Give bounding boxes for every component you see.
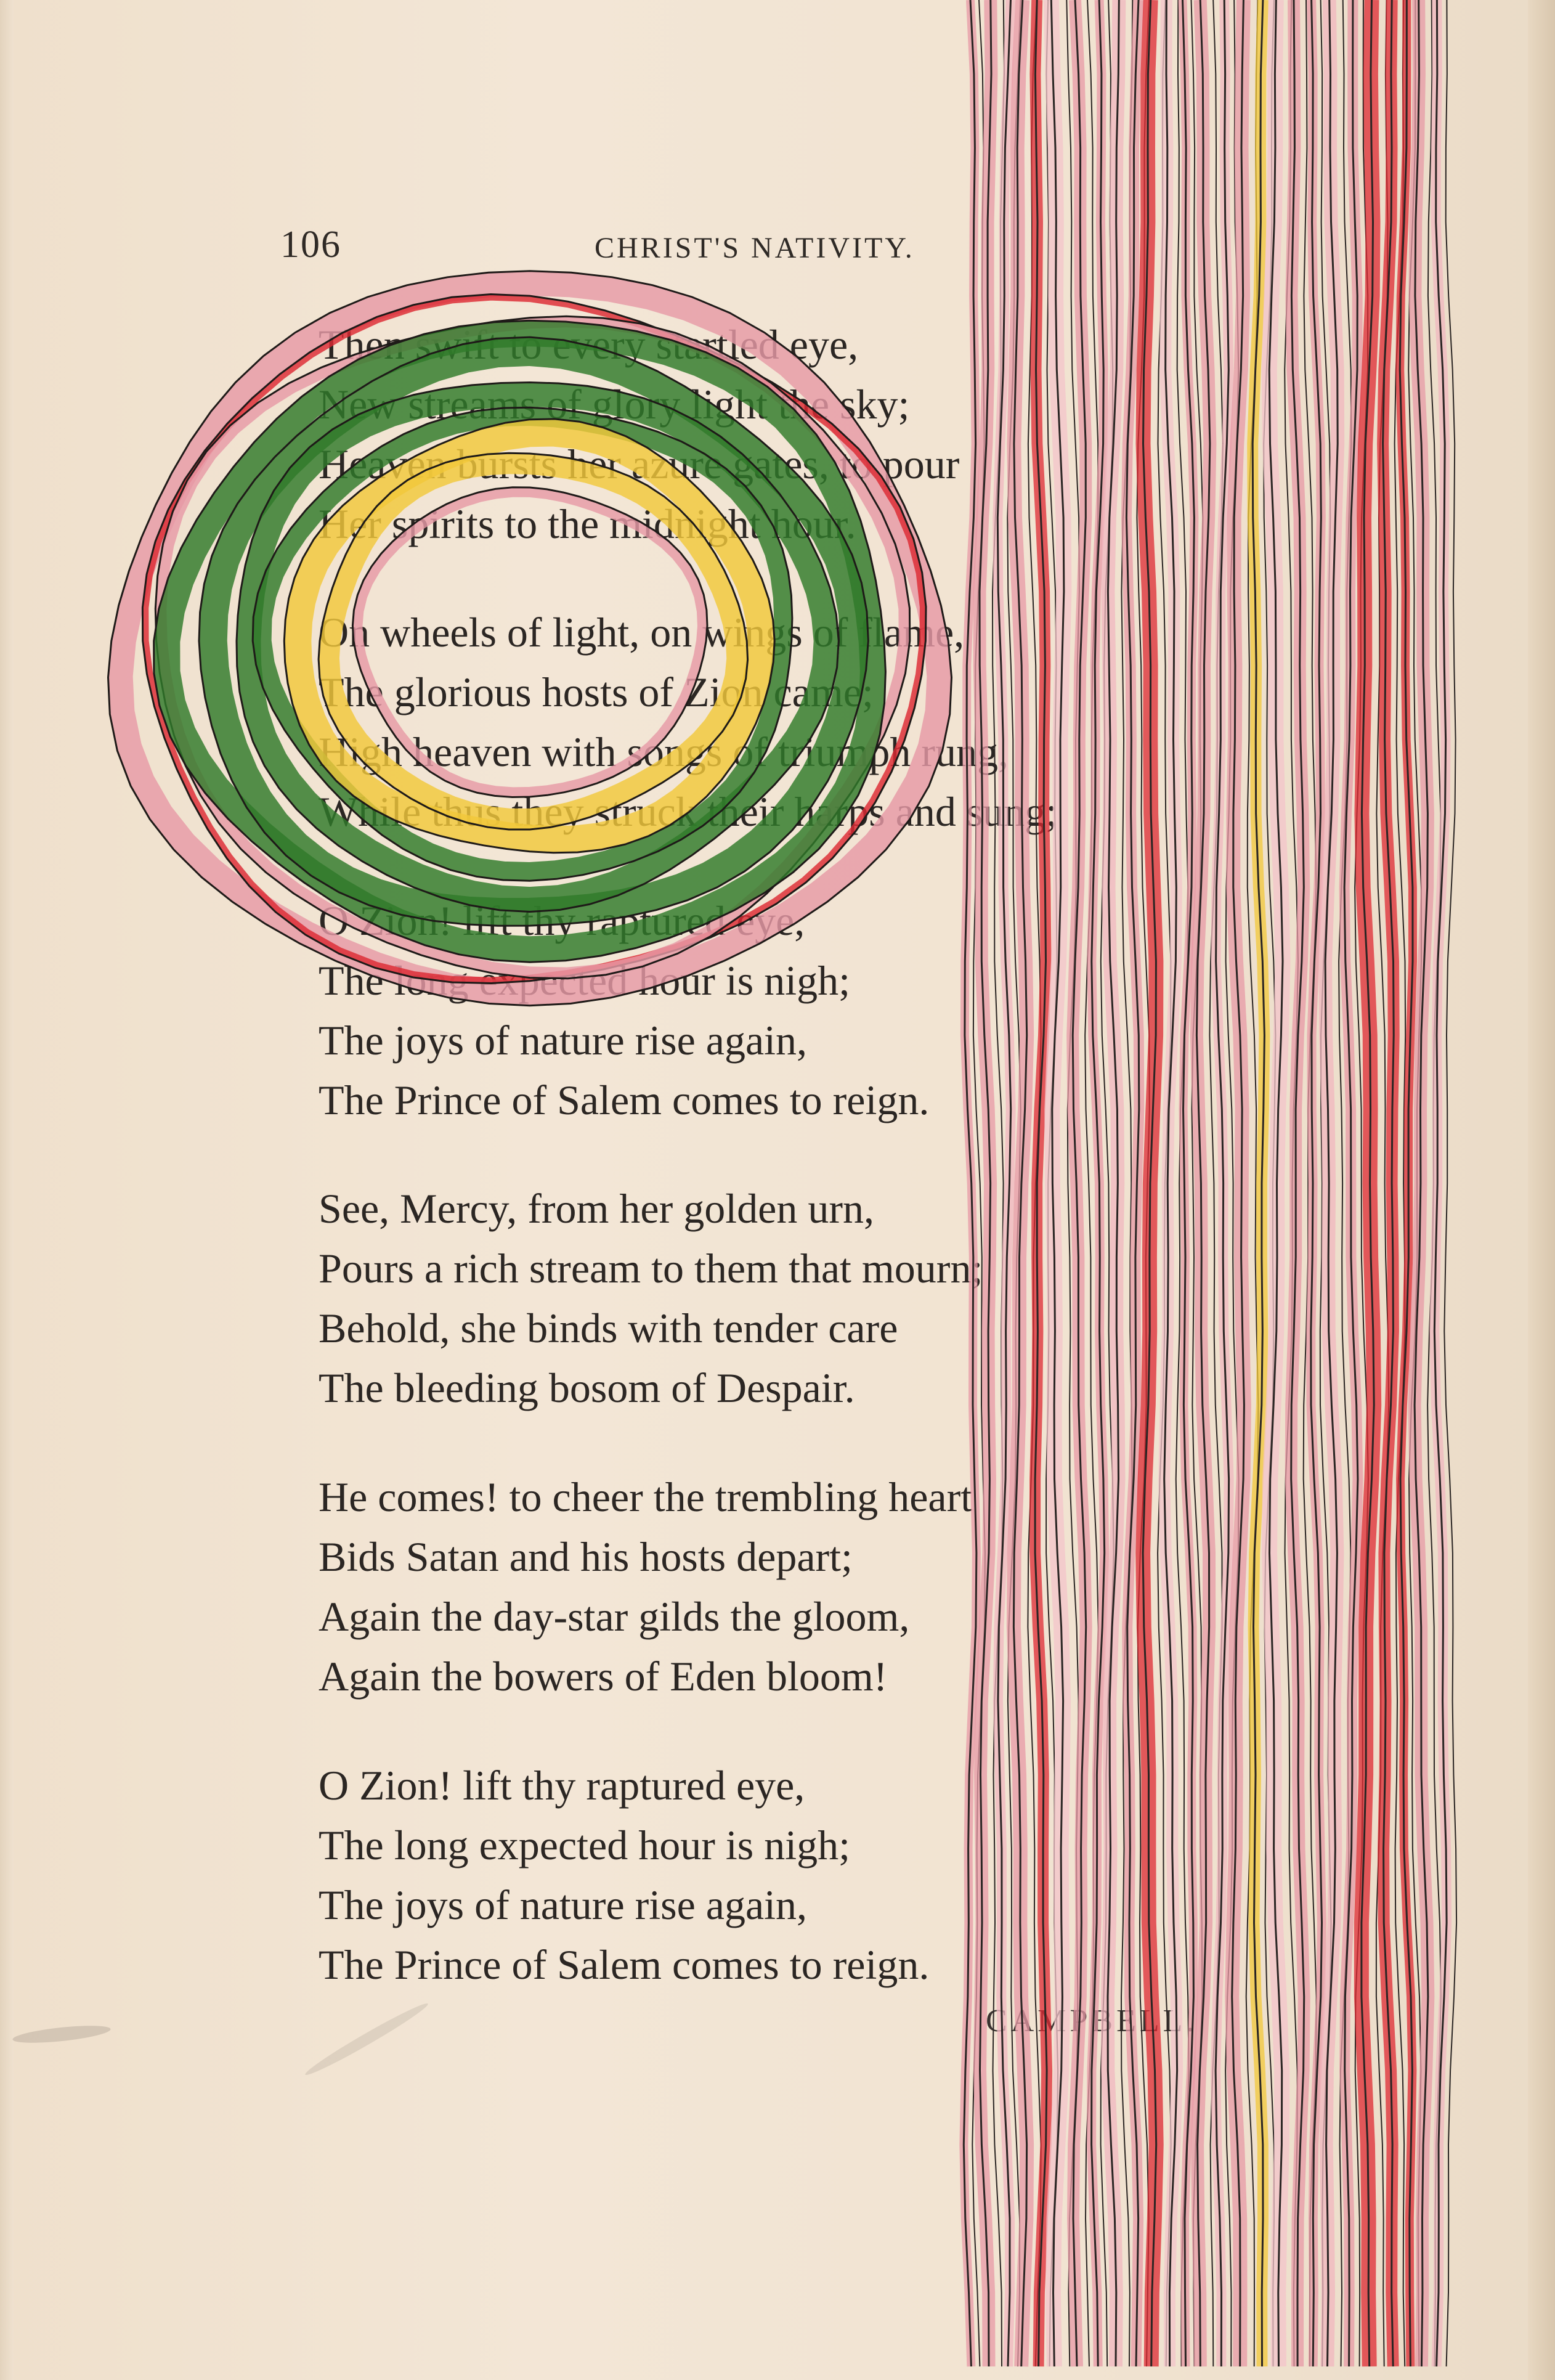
stripe-band xyxy=(1291,0,1304,2366)
stripe-outline xyxy=(1376,0,1389,2366)
stripe-band xyxy=(1325,0,1338,2366)
poem-line: O Zion! lift thy raptured eye, xyxy=(319,897,805,944)
poem-line: Pours a rich stream to them that mourn; xyxy=(319,1245,983,1292)
poem-line: Again the day-star gilds the gloom, xyxy=(319,1593,910,1640)
poem-line: On wheels of light, on wings of flame, xyxy=(319,609,965,656)
stripe-outline xyxy=(1216,0,1229,2366)
stripe-outline xyxy=(1269,0,1283,2366)
poem-line: He comes! to cheer the trembling heart xyxy=(319,1473,973,1520)
poem-line: Behold, she binds with tender care xyxy=(319,1305,898,1351)
poem-line: The long expected hour is nigh; xyxy=(319,1822,851,1869)
page-number: 106 xyxy=(280,224,341,266)
poem-line: New streams of glory light the sky; xyxy=(319,381,910,428)
stripe-band xyxy=(1216,0,1229,2366)
stripe-band xyxy=(964,0,976,2366)
poem-line: Again the bowers of Eden bloom! xyxy=(319,1653,888,1700)
stripe-outline xyxy=(1246,0,1259,2366)
stripe-outline xyxy=(1444,0,1456,2366)
stripe-outline xyxy=(1304,0,1317,2366)
stripe-outline xyxy=(972,0,985,2366)
stripe-outline xyxy=(1311,0,1322,2366)
stripe-outline xyxy=(1383,0,1394,2366)
poem-line: The Prince of Salem comes to reign. xyxy=(319,1077,930,1123)
stripe-outline xyxy=(1362,0,1374,2366)
poem-line: Her spirits to the midnight hour. xyxy=(319,500,856,547)
poem-line: The Prince of Salem comes to reign. xyxy=(319,1941,930,1988)
stripe-band xyxy=(1269,0,1283,2366)
poem-line: High heaven with songs of triumph rung, xyxy=(319,728,1009,775)
attribution: CAMPBELL. xyxy=(986,2003,1198,2039)
stripe-band xyxy=(1311,0,1322,2366)
stripe-band xyxy=(1383,0,1394,2366)
poem-line: The joys of nature rise again, xyxy=(319,1881,808,1928)
stripe-outline xyxy=(1291,0,1304,2366)
poem-line: The long expected hour is nigh; xyxy=(319,957,851,1004)
stripe-outline xyxy=(1355,0,1368,2366)
stripe-band xyxy=(1196,0,1210,2366)
stripe-band xyxy=(1232,0,1244,2366)
stripe-band xyxy=(1344,0,1358,2366)
poem-line: The glorious hosts of Zion came; xyxy=(319,669,874,715)
stripe-outline xyxy=(964,0,976,2366)
stripe-outline xyxy=(1434,0,1447,2366)
poem-line: The joys of nature rise again, xyxy=(319,1017,808,1064)
poem-line: Heaven bursts her azure gates, to pour xyxy=(319,441,960,487)
stripe-outline xyxy=(1232,0,1244,2366)
poem-line: Bids Satan and his hosts depart; xyxy=(319,1533,853,1580)
page-left-edge xyxy=(0,0,14,2380)
stripe-outline xyxy=(1415,0,1428,2366)
stripe-outline xyxy=(1395,0,1406,2366)
stripe-outline xyxy=(1285,0,1298,2366)
stripe-outline xyxy=(1344,0,1358,2366)
stripe-band xyxy=(1400,0,1413,2366)
stripe-band xyxy=(1253,0,1264,2366)
smudge-mark xyxy=(12,2023,111,2047)
stripe-outline xyxy=(1209,0,1223,2366)
stripe-band xyxy=(1362,0,1374,2366)
stripe-outline xyxy=(1196,0,1210,2366)
stripe-outline xyxy=(1400,0,1413,2366)
stripe-band xyxy=(1415,0,1428,2366)
poem-line: See, Mercy, from her golden urn, xyxy=(319,1185,874,1232)
poem-line: Then swift to every startled eye, xyxy=(319,321,859,368)
poem-line: The bleeding bosom of Despair. xyxy=(319,1364,855,1411)
stripe-outline xyxy=(1408,0,1421,2366)
stripe-outline xyxy=(1427,0,1441,2366)
stripe-band xyxy=(1434,0,1447,2366)
stripe-outline xyxy=(1325,0,1338,2366)
smudge-mark xyxy=(302,1999,431,2080)
stripe-outline xyxy=(1253,0,1264,2366)
poem-line: While thus they struck their harps and sung; xyxy=(319,788,1058,835)
poem-line: O Zion! lift thy raptured eye, xyxy=(319,1762,805,1809)
running-head: CHRIST'S NATIVITY. xyxy=(595,232,915,264)
stripe-outline xyxy=(1339,0,1351,2366)
stripe-outline xyxy=(1225,0,1239,2366)
stripe-outline xyxy=(1320,0,1331,2366)
stripe-outline xyxy=(1264,0,1275,2366)
page-right-edge xyxy=(1528,0,1555,2380)
